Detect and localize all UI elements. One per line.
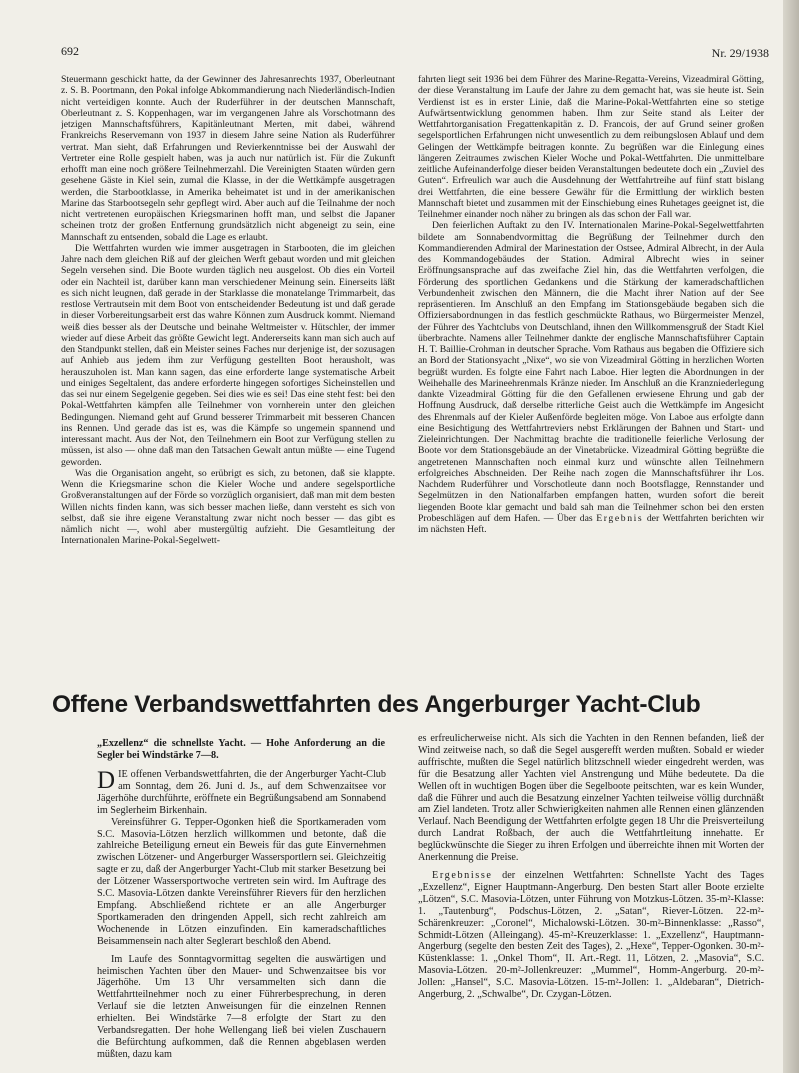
drop-cap: D (97, 769, 116, 794)
paragraph: fahrten liegt seit 1936 bei dem Führer des Marine-Regatta-Vereins, Vizeadmiral Götting, der diese Veranstaltung im Laufe der Jahre zu dem gemacht hat, was sie heute ist. Sein Verdienst ist es in erster Linie, daß die Marine-Pokal-Wettfahrten eine so stetige Aufwärtsentwicklung genommen haben. Ihm zur Seite stand als Leiter der Wettfahrtorganisation Fregattenkapitän z. D. Francois, der auf Grund seiner großen segelsportlichen Erfahrungen nicht unwesentlich zu dem reibungslosen Ablauf und dem Gelingen der Wettkämpfe beitragen konnte. Zu begrüßen war die Einlegung eines längeren Zeitraumes zwischen Kieler Woche und Pokal-Wettfahrten. Die unmittelbare zeitliche Aufeinanderfolge dieser beiden Veranstaltungen bedeutete doch ein „Zuviel des Guten“. Erfreulich war auch die Ausdehnung der Wettfahrtreihe auf fünf statt bislang drei Wettfahrten, die eine bessere Gewähr für die Ermittlung der wirklich besten Mannschaft bietet und zusammen mit der Einschiebung eines Ruhetages geeignet ist, die Teilnehmer einander noch näher zu bringen als das schon der Fall war. (418, 74, 764, 220)
results-keyword: Ergebnis (596, 512, 644, 524)
paragraph: Die Wettfahrten wurden wie immer ausgetragen in Starbooten, die im gleichen Jahre nach dem gleichen Riß auf der gleichen Werft gebaut worden und mit gleichen Segeln versehen sind. Die Boote wurden täglich neu ausgelost. Ob dies ein Vorteil oder ein Nachteil ist, darüber kann man verschiedener Meinung sein. Einerseits läßt es sich nicht leugnen, daß gerade in der Starklasse die monatelange Trimmarbeit, das restlose Vertrautsein mit dem Boot von entscheidender Bedeutung ist und daß gerade in dieser Vorbereitungsarbeit erst das wahre Können zum Ausdruck kommt. Niemand weiß dies besser als der Deutsche und beinahe Weltmeister v. Hütschler, der immer wieder auf diese Arbeit das größte Gewicht legt. Andererseits kann man sich auch auf den Standpunkt stellen, daß ein Meister seines Faches nur derjenige ist, der sozusagen auf Anhieb aus jedem ihm zur Verfügung gestellten Boot herausholt, was herauszuholen ist. Man kann sagen, das eine erforderte lange systematische Arbeit und einiges Segeltalent, das andere erforderte hingegen sofortiges Sicheinstellen und das sei nur einem Segelgenie gegeben. Sei dies wie es sei! Das eine steht fest: bei den Pokal-Wettfahrten kämpfen alle Teilnehmer von vornherein unter den gleichen Bedingungen. Niemand geht auf Grund besserer Trimmarbeit mit besseren Chancen ins Rennen. Und gerade das ist es, was die Kämpfe so ungemein spannend und interessant macht. Aus der Not, den Teilnehmern ein Boot zur Verfügung stellen zu müssen, ist also — ohne daß man den Tatsachen Gewalt antun müßte — eine Tugend geworden. (61, 242, 395, 468)
paragraph-text: IE offenen Verbandswettfahrten, die der Angerburger Yacht-Club am Sonntag, dem 26. Juni d. Js., auf dem Schwenzaitsee vor Jägerhöhe durchführte, eröffnete ein Begrüßungsabend am Sonnabend im Seglerheim Birkenhain. (97, 769, 386, 816)
paragraph: Im Laufe des Sonntagvormittag segelten die auswärtigen und heimischen Yachten über den Mauer- und Schwenzaitsee bis vor Jägerhöhe. Um 13 Uhr versammelten sich dann die Wettfahrtteilnehmer noch zu einer Führerbesprechung, in deren Verlauf sie die letzten Anweisungen für die einzelnen Rennen erhielten. Bei Windstärke 7—8 erfolgte der Start zu den Verbandsregatten. Der hohe Wellengang ließ bei vielen Zuschauern die Befürchtung aufkommen, daß die Rennen abgeblasen werden müßten, dazu kam (97, 953, 386, 1060)
paragraph-end: der Wettfahrten berichten wir im nächsten Heft. (418, 512, 764, 535)
paragraph (418, 220, 764, 535)
article2-column-1 (97, 769, 386, 1069)
article-subheading: „Exzellenz“ die schnellste Yacht. — Hohe Anforderung an die Segler bei Windstärke 7—8. (97, 738, 385, 761)
article2-column-2 (418, 733, 764, 1069)
paragraph: es erfreulicherweise nicht. Als sich die Yachten in den Rennen befanden, ließ der Wind zeitweise nach, so daß die Segel ausgerefft werden mußten. Sobald er wieder auffrischte, mußten die Segel natürlich blitzschnell wieder eingedreht werden, was für die Besatzung aller Yachten viel Anstrengung und Mühe bedeutete. Da die Wellen oft in wuchtigen Bogen über die Segelboote peitschten, war es kein Wunder, daß die Führer und auch die Besatzung einzelner Yachten teilweise völlig durchnäßt am Ziel landeten. Trotz aller Schwierigkeiten nahmen alle Rennen einen glänzenden Verlauf. Nach Beendigung der Wettfahrten erfolgte gegen 18 Uhr die Preisverteilung durch Landrat Roßbach, der auch die Wettfahrtleitung innehatte. Er beglückwünschte die Sieger zu ihren Erfolgen und überreichte ihnen mit Worten der Anerkennung die Preise. (418, 733, 764, 864)
article-headline: Offene Verbandswettfahrten des Angerburger Yacht-Club (52, 691, 701, 718)
paragraph (97, 769, 386, 817)
paragraph-start: Den feierlichen Auftakt zu den IV. Internationalen Marine-Pokal-Segelwettfahrten bildete am Sonnabendvormittag die Begrüßung der Teilnehmer durch den Kommandierenden Admiral der Marinestation der Ostsee, Admiral Albrecht, in der Aula des Kommandogebäudes der Station. Admiral Albrecht wies in seiner Eröffnungsansprache auf das zweifache Ziel hin, das die Wettfahrten verfolgen, die Förderung des sportlichen Gedankens und die Stärkung der kameradschaftlichen Verbundenheit zwischen den Männern, die die Macht ihrer Nation auf der See repräsentieren. Im Anschluß an den Empfang im Stationsgebäude begaben sich die Offiziersabordnungen in das festlich geschmückte Rathaus, wo Bürgermeister Menzel, der Führer des Yachtclubs von Deutschland, ihnen den Willkommensgruß der Stadt Kiel überbrachte. Namens aller Teilnehmer dankte der englische Mannschaftsführer Captain H. T. Baillie-Crohman in deutscher Sprache. Vom Rathaus aus begaben die Offiziere sich an Bord der Stationsyacht „Nixe“, wo sie von Vizeadmiral Götting in herzlichen Worten begrüßt wurden. Es folgte eine Fahrt nach Laboe. Hier legten die Abordnungen in der Weihehalle des Marineehrenmals Kränze nieder. Im Anschluß an die Kranzniederlegung dankte Vizeadmiral Götting für die den Gefallenen erwiesene Ehrung und gab der Hoffnung Ausdruck, daß derselbe ritterliche Geist auch die Wettkämpfe im Angesicht des Ehrenmals auf der Kieler Außenförde begleiten möge. Von Laboe aus erfolgte dann eine Besichtigung des Wettfahrtreviers nebst Erklärungen der Bahnen und Start- und Zieleinrichtungen. Der Nachmittag brachte die traditionelle feierliche Verlosung der Boote vor dem Stationsgebäude an der Vinetabrücke. Vizeadmiral Götting begrüßte die angetretenen Mannschaften noch einmal kurz und wünschte allen Teilnehmern erfolgreiches Abschneiden. Der Reihe nach zogen die Mannschaftsführer ihr Los. Nachdem Ruderführer und Vorschotleute dann noch Bootsflagge, Rennstander und Segelmützen in den Nationalfarben empfangen hatten, wurden sofort die bereit liegenden Boote klar gemacht und bald sah man die Teilnehmer schon bei den ersten Probeschlägen auf dem Hafen. — Über das (418, 220, 764, 524)
issue-number: Nr. 29/1938 (711, 46, 769, 60)
article1-column-2 (418, 74, 764, 673)
paragraph: Vereinsführer G. Tepper-Ogonken hieß die Sportkameraden vom S.C. Masovia-Lötzen herzlich willkommen und betonte, daß die zahlreiche Beteiligung erneut ein Beweis für das gute Einvernehmen zwischen Lötzener- und Angerburger Wassersportlern sei. Gleichzeitig sagte er zu, daß der Angerburger Yacht-Club mit starker Besetzung bei der Lötzener Wassersportwoche vertreten sein wird. Im Auftrage des S.C. Masovia-Lötzen dankte Vereinsführer Rievers für den herzlichen Empfang. Abschließend richtete er an alle Angerburger Sportkameraden den dringenden Appell, sich recht zahlreich am Wochenende in Lötzen einzufinden. Ein kameradschaftliches Beisammensein nach alter Seglerart beschloß den Abend. (97, 816, 386, 947)
paragraph (418, 870, 764, 1001)
article1-column-1 (61, 74, 395, 673)
page-edge (783, 0, 799, 1073)
paragraph: Was die Organisation angeht, so erübrigt es sich, zu betonen, daß sie klappte. Wenn die Kriegsmarine schon die Kieler Woche und andere segelsportliche Großveranstaltungen auf der Förde so vorzüglich organisiert, daß man mit dem besten Willen nichts finden kann, was sich besser machen ließe, dann versteht es sich von selbst, daß sie ihre eigene Veranstaltung zwar nicht noch besser — das gibt es nämlich nicht —, wohl aber mustergültig aufzieht. Die Gesamtleitung der Internationalen Marine-Pokal-Segelwett- (61, 467, 395, 547)
results-keyword: Ergebnisse (432, 869, 493, 881)
page-number: 692 (61, 44, 79, 58)
results-text: der einzelnen Wettfahrten: Schnellste Yacht des Tages „Exzellenz“, Eigner Hauptmann-Angerburg. Den besten Start aller Boote erzielte „Lötzen“, S.C. Masovia-Lötzen, unter Führung von Motzkus-Lötzen. 35-m²-Klasse: 1. „Tautenburg“, Podschus-Lötzen, 2. „Satan“, Riever-Lötzen. 22-m²-Schärenkreuzer: „Coronel“, Michalowski-Lötzen. 30-m²-Binnenklasse: „Rasso“, Schmidt-Lötzen (Alleingang). 45-m²-Kreuzerklasse: 1. „Exzellenz“, Hauptmann-Angerburg (segelte den besten Zeit des Tages), 2. „Hexe“, Tepper-Ogonken. 30-m²-Küstenklasse: 1. „Onkel Thom“, II. Art.-Regt. 11, Lötzen, 2. „Masovia“, S.C. Masovia-Lötzen. 20-m²-Jollenkreuzer: „Mummel“, Homm-Angerburg. 20-m²-Jollen: „Hansel“, S.C. Masovia-Lötzen. 15-m²-Jollen: 1. „Aldebaran“, Dietrich-Angerburg, 2. „Schwalbe“, Dr. Czygan-Lötzen. (418, 869, 764, 1001)
paragraph: Steuermann geschickt hatte, da der Gewinner des Jahresanrechts 1937, Oberleutnant z. S. B. Poortmann, den Pokal infolge Abkommandierung nach Niederländisch-Indien nicht verteidigen konnte. Auch der Ruderführer in der deutschen Mannschaft, Oberleutnant z. S. Koppenhagen, war im vergangenen Jahre als Vorschotmann des jetzigen Mannschaftsführers, Kapitänleutnant Merten, mit dabei, während Frankreichs Reservemann von 1937 in diesem Jahre seine Nation als Ruderführer vertrat. Man sieht, daß Erfahrungen und Revierkenntnisse bei der Auswahl der Vertreter eine Rolle gespielt haben, was ja auch nur natürlich ist. Für die Zukunft erhofft man eine noch größere Teilnehmerzahl. Die Vereinigten Staaten würden gern gesehene Gäste in Kiel sein, zumal die Klasse, in der die Wettkämpfe ausgetragen werden, die Starbootklasse, in Amerika beheimatet ist und in der amerikanischen Marine das Starbootsegeln sehr gepflegt wird. Aber auch auf die Teilnahme der noch nicht vertretenen europäischen Kriegsmarinen hofft man, und selbst die Japaner scheinen trotz der großen Entfernung grundsätzlich nicht abgeneigt zu sein, eine Mannschaft zu entsenden, sobald die Lage es erlaubt. (61, 74, 395, 243)
